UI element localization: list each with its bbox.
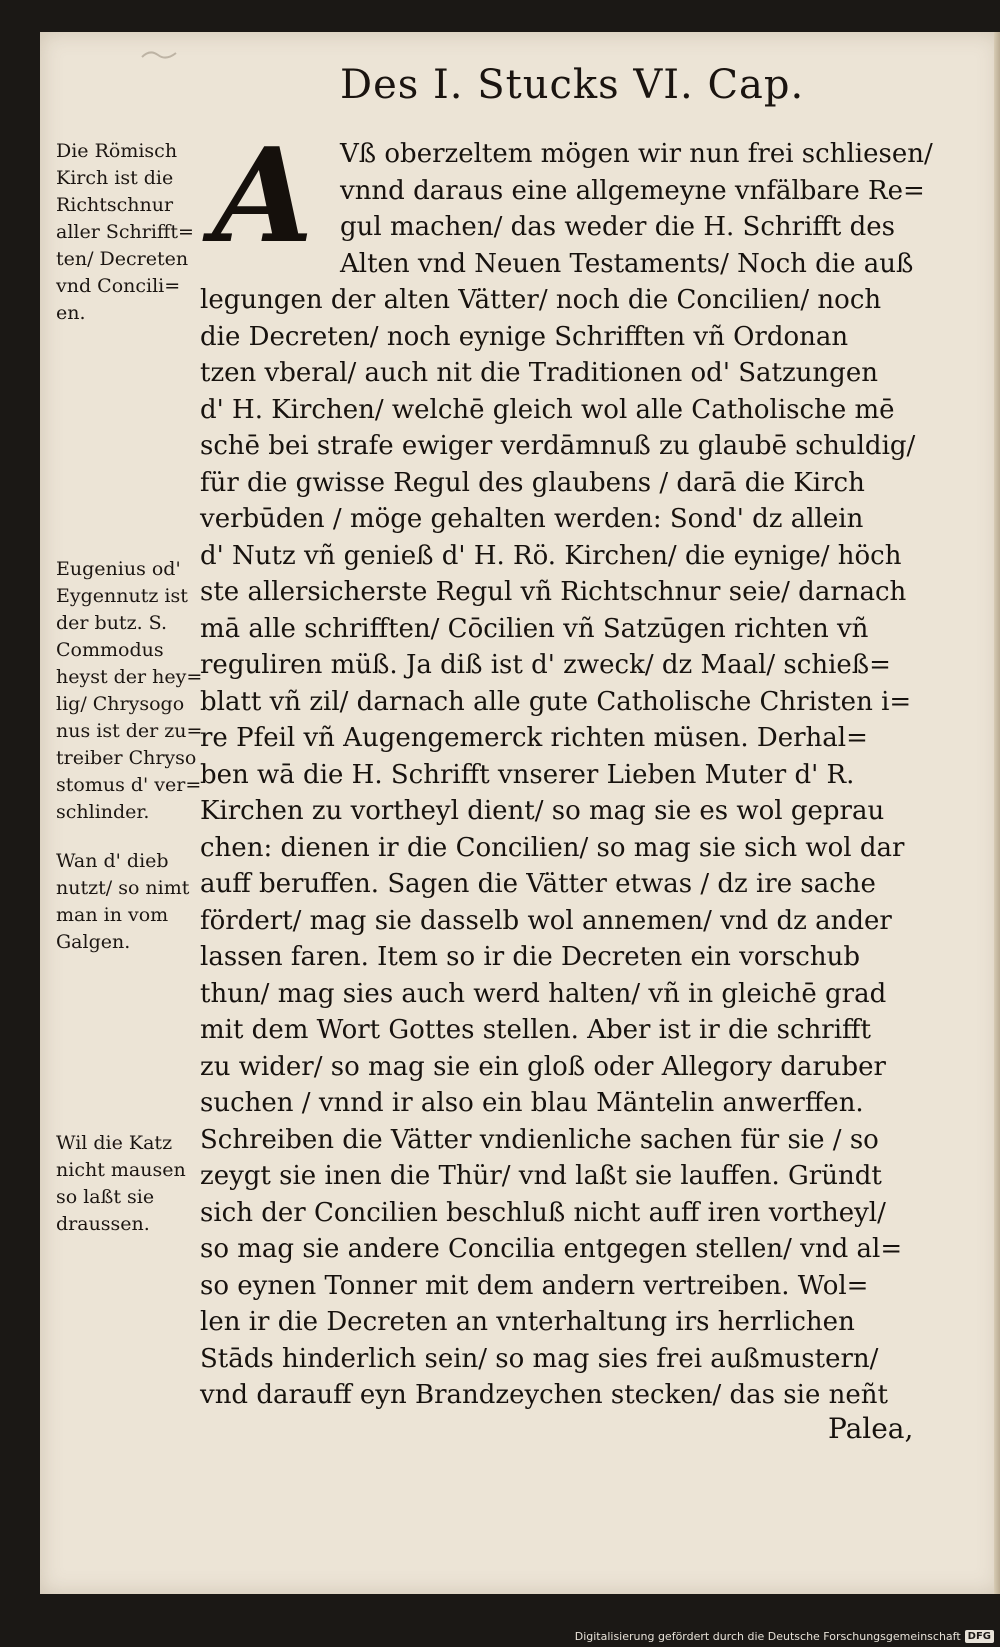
body-line: so mag sie andere Concilia entgegen stellen/ vnd al= xyxy=(200,1234,903,1264)
body-line: mā alle schrifften/ Cōcilien vñ Satzūgen richten vñ xyxy=(200,613,869,644)
body-line: Kirchen zu vortheyl dient/ so mag sie es wol geprau xyxy=(200,796,885,826)
margin-note xyxy=(56,138,236,327)
body-line: für die gwisse Regul des glaubens / darā die Kirch xyxy=(200,467,865,498)
body-line: sich der Concilien beschluß nicht auff iren vortheyl/ xyxy=(200,1197,886,1228)
margin-note-line: man in vom xyxy=(56,904,169,926)
margin-note-line: Eugenius od' xyxy=(56,558,181,580)
margin-note-line: Die Römisch xyxy=(56,140,178,162)
body-line: gul machen/ das weder die H. Schrifft des xyxy=(340,212,895,242)
margin-note-line: Richtschnur xyxy=(56,194,174,216)
margin-note-line: Wan d' dieb xyxy=(56,850,169,872)
body-line: ste allersicherste Regul vñ Richtschnur seie/ darnach xyxy=(200,577,907,607)
body-line: vnnd daraus eine allgemeyne vnfälbare Re= xyxy=(340,175,925,206)
body-text xyxy=(200,136,980,1414)
ink-smudge xyxy=(140,45,180,65)
margin-note xyxy=(56,1130,236,1238)
body-line: reguliren müß. Ja diß ist d' zweck/ dz Maal/ schieß= xyxy=(200,650,891,680)
margin-note-line: Galgen. xyxy=(56,931,131,953)
body-line: die Decreten/ noch eynige Schrifften vñ Ordonan xyxy=(200,321,849,352)
margin-note-line: ten/ Decreten xyxy=(56,248,189,270)
margin-note-line: nicht mausen xyxy=(56,1159,186,1181)
margin-note-line: draussen. xyxy=(56,1213,150,1235)
body-line: re Pfeil vñ Augengemerck richten müsen. Derhal= xyxy=(200,723,868,753)
body-line: Stāds hinderlich sein/ so mag sies frei außmustern/ xyxy=(200,1343,879,1374)
margin-note-line: stomus d' ver= xyxy=(56,774,202,796)
margin-note-line: Wil die Katz xyxy=(56,1132,173,1154)
body-line: blatt vñ zil/ darnach alle gute Catholische Christen i= xyxy=(200,686,912,717)
footer-text: Digitalisierung gefördert durch die Deutsche Forschungsgemeinschaft xyxy=(574,1630,961,1643)
body-line: zu wider/ so mag sie ein gloß oder Allegory daruber xyxy=(200,1051,886,1082)
margin-note-line: schlinder. xyxy=(56,801,150,823)
dfg-logo: DFG xyxy=(965,1630,994,1643)
catchword: Palea, xyxy=(828,1412,914,1445)
body-line: Vß oberzeltem mögen wir nun frei schliesen/ xyxy=(340,139,933,169)
body-line: vnd darauff eyn Brandzeychen stecken/ das sie neñt xyxy=(200,1380,888,1410)
margin-note xyxy=(56,848,236,956)
margin-note-line: heyst der hey= xyxy=(56,666,203,688)
margin-note xyxy=(56,556,236,826)
body-line: d' Nutz vñ genieß d' H. Rö. Kirchen/ die eynige/ höch xyxy=(200,540,902,571)
margin-note-line: Kirch ist die xyxy=(56,167,174,189)
margin-note-line: en. xyxy=(56,302,86,324)
page-edge xyxy=(994,32,1000,1594)
page-header: Des I. Stucks VI. Cap. xyxy=(340,62,805,108)
margin-note-line: nutzt/ so nimt xyxy=(56,877,190,899)
body-line: legungen der alten Vätter/ noch die Concilien/ noch xyxy=(200,285,882,315)
margin-note-line: Eygennutz ist xyxy=(56,585,188,607)
body-line: verbūden / möge gehalten werden: Sond' dz allein xyxy=(200,504,864,534)
margin-note-line: nus ist der zu= xyxy=(56,720,203,742)
margin-note-line: Commodus xyxy=(56,639,164,661)
digitization-footer xyxy=(575,1630,994,1643)
body-line: so eynen Tonner mit dem andern vertreiben. Wol= xyxy=(200,1270,869,1301)
body-line: chen: dienen ir die Concilien/ so mag sie sich wol dar xyxy=(200,832,905,863)
drop-cap-initial: A xyxy=(212,119,314,272)
body-line: lassen faren. Item so ir die Decreten ein vorschub xyxy=(200,942,860,972)
body-line: len ir die Decreten an vnterhaltung irs herrlichen xyxy=(200,1307,855,1337)
body-line: auff beruffen. Sagen die Vätter etwas / dz ire sache xyxy=(200,869,876,899)
margin-note-line: lig/ Chrysogo xyxy=(56,693,185,715)
body-line: suchen / vnnd ir also ein blau Mäntelin anwerffen. xyxy=(200,1088,864,1118)
body-line: tzen vberal/ auch nit die Traditionen od' Satzungen xyxy=(200,358,878,388)
body-line: ben wā die H. Schrifft vnserer Lieben Muter d' R. xyxy=(200,759,855,790)
body-line: thun/ mag sies auch werd halten/ vñ in gleichē grad xyxy=(200,978,887,1009)
margin-note-line: so laßt sie xyxy=(56,1186,155,1208)
body-line: Schreiben die Vätter vndienliche sachen für sie / so xyxy=(200,1124,879,1155)
body-line: schē bei strafe ewiger verdāmnuß zu glaubē schuldig/ xyxy=(200,431,916,461)
body-line: zeygt sie inen die Thür/ vnd laßt sie lauffen. Gründt xyxy=(200,1161,882,1191)
body-line: d' H. Kirchen/ welchē gleich wol alle Catholische mē xyxy=(200,394,895,425)
margin-note-line: aller Schrifft= xyxy=(56,221,194,243)
body-line: mit dem Wort Gottes stellen. Aber ist ir die schrifft xyxy=(200,1015,871,1045)
body-line: Alten vnd Neuen Testaments/ Noch die auß xyxy=(340,248,914,279)
margin-note-line: treiber Chryso xyxy=(56,747,197,769)
body-line: fördert/ mag sie dasselb wol annemen/ vnd dz ander xyxy=(200,905,892,936)
margin-note-line: vnd Concili= xyxy=(56,275,181,297)
margin-note-line: der butz. S. xyxy=(56,612,168,634)
